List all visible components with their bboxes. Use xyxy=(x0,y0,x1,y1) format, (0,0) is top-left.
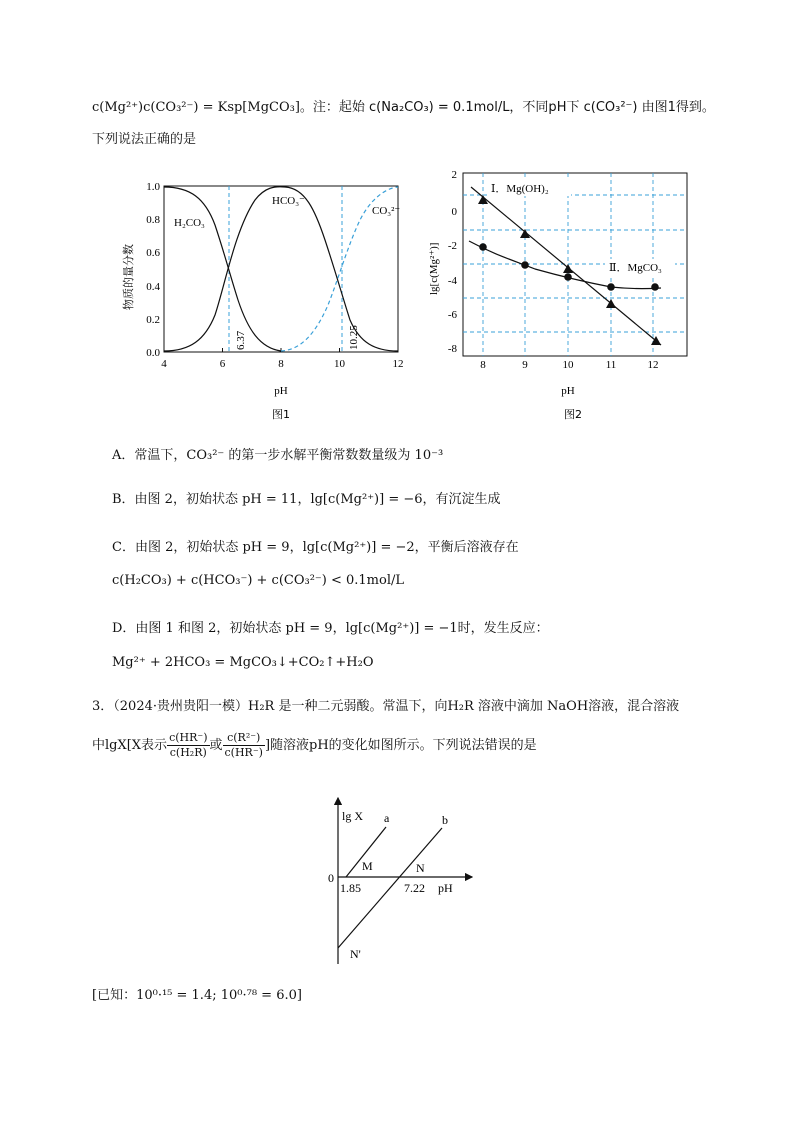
q3-frac2-num: c(R²⁻) xyxy=(223,731,265,746)
fig1-species-hco3: HCO₃⁻ xyxy=(272,195,305,207)
fig2-ytick: -8 xyxy=(447,343,457,355)
fig2-caption: 图2 xyxy=(564,408,582,421)
fig2-xtick: 8 xyxy=(480,359,486,371)
figure1-x-ticks xyxy=(164,348,398,352)
ksp-note: 注：起始 c(Na₂CO₃) = 0.1mol/L，不同pH下 c(CO₃²⁻) 由图1得到。 xyxy=(312,100,715,115)
q3-fraction-1 xyxy=(167,731,209,760)
q3-or: 或 xyxy=(209,738,223,753)
fig2-series-label-mgco3: Ⅱ．MgCO₃ xyxy=(609,262,662,274)
fig2-series-label-mgoh2: Ⅰ．Mg(OH)₂ xyxy=(491,183,549,195)
fig3-point-m: M xyxy=(362,859,373,873)
q3-fraction-2 xyxy=(223,731,265,760)
option-c: C．由图 2，初始状态 pH = 9，lg[c(Mg²⁺)] = −2，平衡后溶液存在 xyxy=(112,540,519,555)
fig3-label-a: a xyxy=(384,811,390,825)
fig1-hco3-curve xyxy=(164,187,401,351)
q3-frac1-num: c(HR⁻) xyxy=(169,731,208,744)
question-prompt: 下列说法正确的是 xyxy=(92,132,197,147)
fig3-point-n: N xyxy=(416,861,425,875)
ksp-equation: c(Mg²⁺)c(CO₃²⁻) = Ksp[MgCO₃]。 xyxy=(92,100,313,115)
fig2-mgco3-point xyxy=(651,283,659,291)
fig1-xtick: 4 xyxy=(161,358,167,370)
fig2-xtick: 10 xyxy=(562,359,574,371)
fig1-species-co3: CO₃²⁻ xyxy=(372,205,401,217)
fig2-ytick: -6 xyxy=(447,309,457,321)
fig1-xtick: 8 xyxy=(278,358,284,370)
fig2-mgco3-point xyxy=(479,243,487,251)
fig3-point-n-prime: N' xyxy=(350,947,361,961)
fig1-species-h2co3: H₂CO₃ xyxy=(174,217,205,229)
fig2-ytick: -2 xyxy=(447,240,457,252)
fig2-xtick: 11 xyxy=(605,359,617,371)
fig1-pka2-label: 10.25 xyxy=(348,325,360,350)
ksp-line xyxy=(92,98,715,118)
option-d-reaction: Mg²⁺ + 2HCO₃ = MgCO₃↓+CO₂↑+H₂O xyxy=(112,655,374,670)
option-c-continued: c(H₂CO₃) + c(HCO₃⁻) + c(CO₃²⁻) < 0.1mol/L xyxy=(112,573,405,588)
fig2-xtick: 12 xyxy=(647,359,659,371)
figure3 xyxy=(320,792,490,972)
option-a: A．常温下，CO₃²⁻ 的第一步水解平衡常数数量级为 10⁻³ xyxy=(112,448,444,463)
fig2-ylabel: lg[c(Mg²⁺)] xyxy=(428,242,440,295)
fig3-x-val-1: 1.85 xyxy=(340,881,361,895)
fig2-ytick: 2 xyxy=(451,169,457,181)
figure2 xyxy=(425,165,695,422)
fig1-xtick: 10 xyxy=(334,358,345,370)
fig3-label-b: b xyxy=(442,813,448,827)
fig2-ytick: 0 xyxy=(451,206,457,218)
fig1-ytick: 0.0 xyxy=(146,347,160,359)
fig1-pka1-label: 6.37 xyxy=(235,330,247,350)
fig3-origin: 0 xyxy=(328,871,334,885)
fig1-xlabel: pH xyxy=(274,385,288,397)
fig1-xtick: 6 xyxy=(219,358,226,370)
fig1-ytick: 0.8 xyxy=(146,214,160,226)
fig1-ylabel: 物质的量分数 xyxy=(122,244,135,310)
fig1-ytick: 0.2 xyxy=(146,314,160,326)
figure1 xyxy=(110,170,410,422)
q3-known: [已知：10⁰·¹⁵ = 1.4; 10⁰·⁷⁸ = 6.0] xyxy=(92,988,302,1003)
q3-line2 xyxy=(92,726,537,766)
fig3-xlabel: pH xyxy=(438,881,453,895)
fig1-xtick: 12 xyxy=(392,358,404,370)
q3-frac1-den: c(H₂R) xyxy=(169,746,207,759)
fig1-ytick: 0.4 xyxy=(146,281,160,293)
fig2-mgco3-point xyxy=(607,283,615,291)
q3-line1: 3．（2024·贵州贵阳一模）H₂R 是一种二元弱酸。常温下，向H₂R 溶液中滴加 NaOH溶液，混合溶液 xyxy=(92,699,680,714)
fig2-xlabel: pH xyxy=(561,385,575,397)
fig2-mgco3-point xyxy=(564,273,572,281)
fig2-xtick: 9 xyxy=(522,359,528,371)
q3-line2-post: ]随溶液pH的变化如图所示。下列说法错误的是 xyxy=(264,738,537,753)
option-d: D．由图 1 和图 2，初始状态 pH = 9，lg[c(Mg²⁺)] = −1时，发生反应： xyxy=(112,621,549,636)
figure1-frame xyxy=(164,186,401,352)
q3-line2-pre: 中lgX[X表示 xyxy=(92,738,168,753)
option-b: B．由图 2，初始状态 pH = 11，lg[c(Mg²⁺)] = −6，有沉淀生成 xyxy=(112,492,501,507)
fig2-mgco3-point xyxy=(521,261,529,269)
q3-frac2-den: c(HR⁻) xyxy=(224,746,263,759)
fig1-h2co3-curve xyxy=(164,187,281,351)
fig1-ytick: 0.6 xyxy=(146,247,160,259)
fig1-caption: 图1 xyxy=(272,408,290,421)
fig1-ytick: 1.0 xyxy=(146,181,160,193)
fig2-ytick: -4 xyxy=(447,275,457,287)
fig3-x-val-2: 7.22 xyxy=(404,881,425,895)
fig3-ylabel: lg X xyxy=(342,809,363,823)
